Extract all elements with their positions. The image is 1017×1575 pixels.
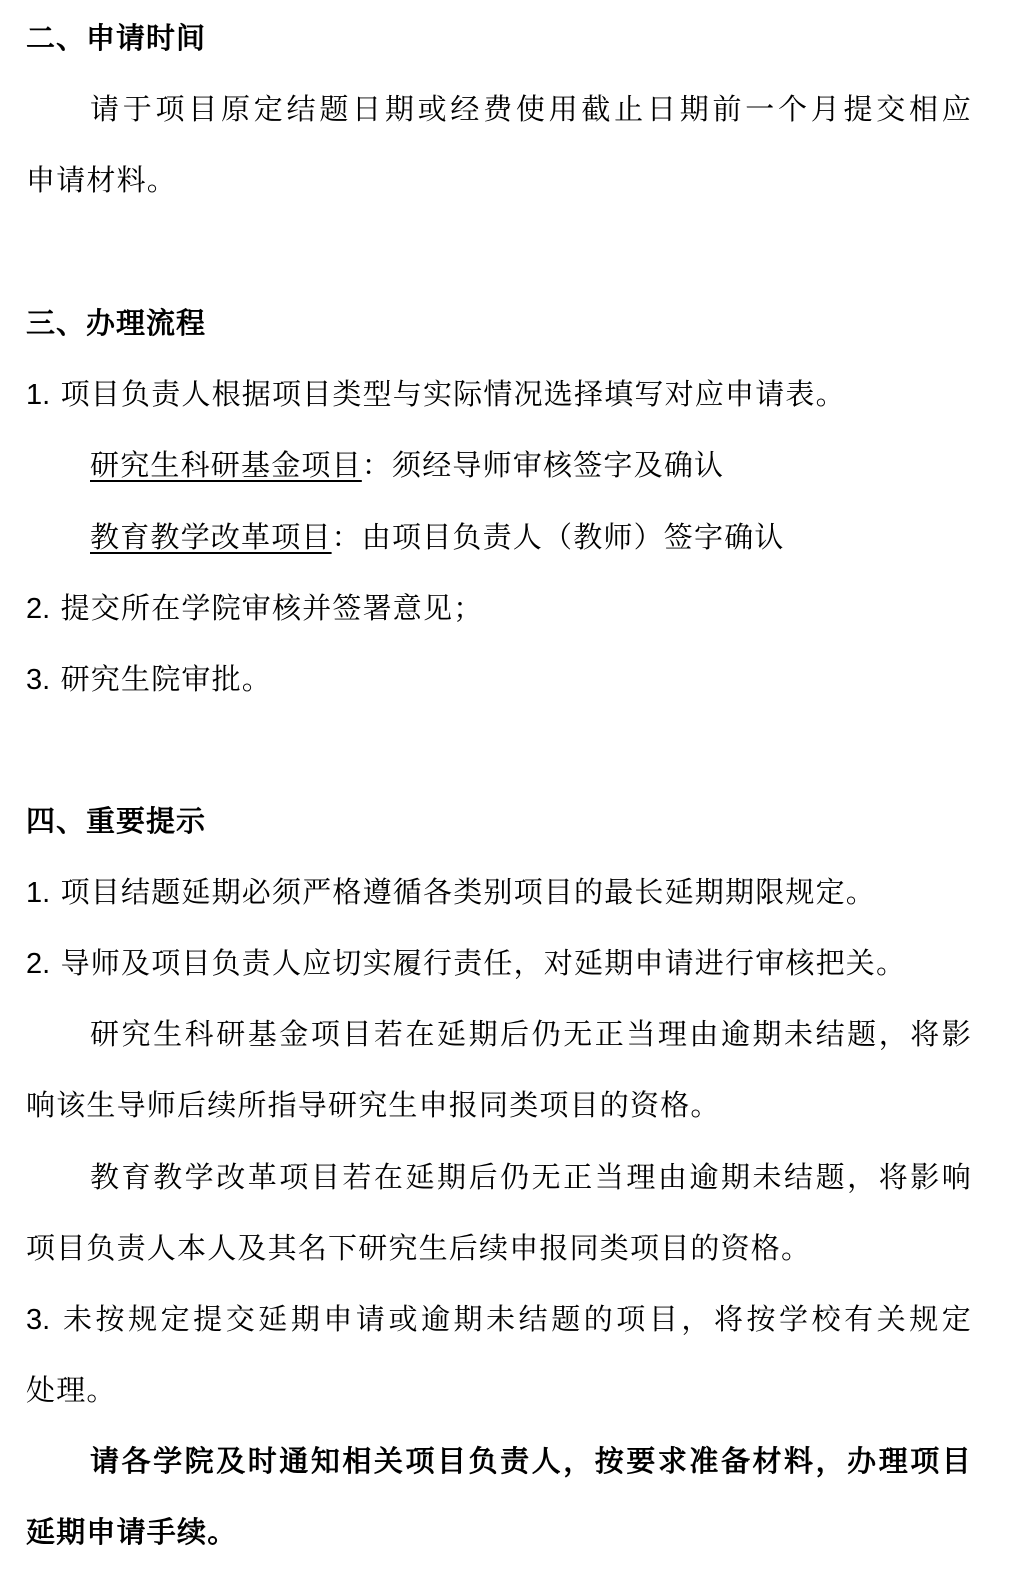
sub-item-label-teaching-reform: 教育教学改革项目 [90,520,332,554]
list-item [26,943,906,984]
list-item [26,659,272,700]
list-item [26,872,876,913]
closing-line: 请各学院及时通知相关项目负责人，按要求准备材料，办理项目 [90,1444,972,1478]
paragraph-line: 项目负责人本人及其名下研究生后续申报同类项目的资格。 [26,1231,812,1265]
list-item [26,1299,972,1340]
closing-line: 延期申请手续。 [26,1515,238,1549]
section-heading-process: 三、办理流程 [26,306,207,340]
list-text: 未按规定提交延期申请或逾期未结题的项目，将按学校有关规定 [62,1302,973,1336]
section-heading-important-notes: 四、重要提示 [26,804,207,838]
list-number: 2. [26,948,51,980]
sub-item-text: ：由项目负责人（教师）签字确认 [331,520,785,554]
paragraph-line: 研究生科研基金项目若在延期后仍无正当理由逾期未结题，将影 [90,1017,972,1051]
list-number: 2. [26,593,51,625]
list-number: 3. [26,664,51,696]
sub-item-label-graduate-fund: 研究生科研基金项目 [90,448,362,482]
list-text: 项目负责人根据项目类型与实际情况选择填写对应申请表。 [60,377,846,411]
list-text: 项目结题延期必须严格遵循各类别项目的最长延期期限规定。 [60,875,877,909]
list-number: 3. [26,1304,51,1336]
list-number: 1. [26,877,51,909]
paragraph-line: 处理。 [26,1373,117,1407]
paragraph-line: 请于项目原定结题日期或经费使用截止日期前一个月提交相应 [90,92,972,126]
paragraph-line: 申请材料。 [26,163,178,197]
list-text: 提交所在学院审核并签署意见； [60,591,484,625]
list-item [26,374,846,415]
sub-item [90,517,785,557]
section-heading-application-time: 二、申请时间 [26,21,207,55]
sub-item [90,445,724,485]
list-number: 1. [26,379,51,411]
sub-item-text: ：须经导师审核签字及确认 [361,448,725,482]
paragraph-line: 教育教学改革项目若在延期后仍无正当理由逾期未结题，将影响 [90,1160,972,1194]
list-text: 导师及项目负责人应切实履行责任，对延期申请进行审核把关。 [60,946,907,980]
list-item [26,588,483,629]
paragraph-line: 响该生导师后续所指导研究生申报同类项目的资格。 [26,1088,721,1122]
list-text: 研究生院审批。 [60,662,273,696]
